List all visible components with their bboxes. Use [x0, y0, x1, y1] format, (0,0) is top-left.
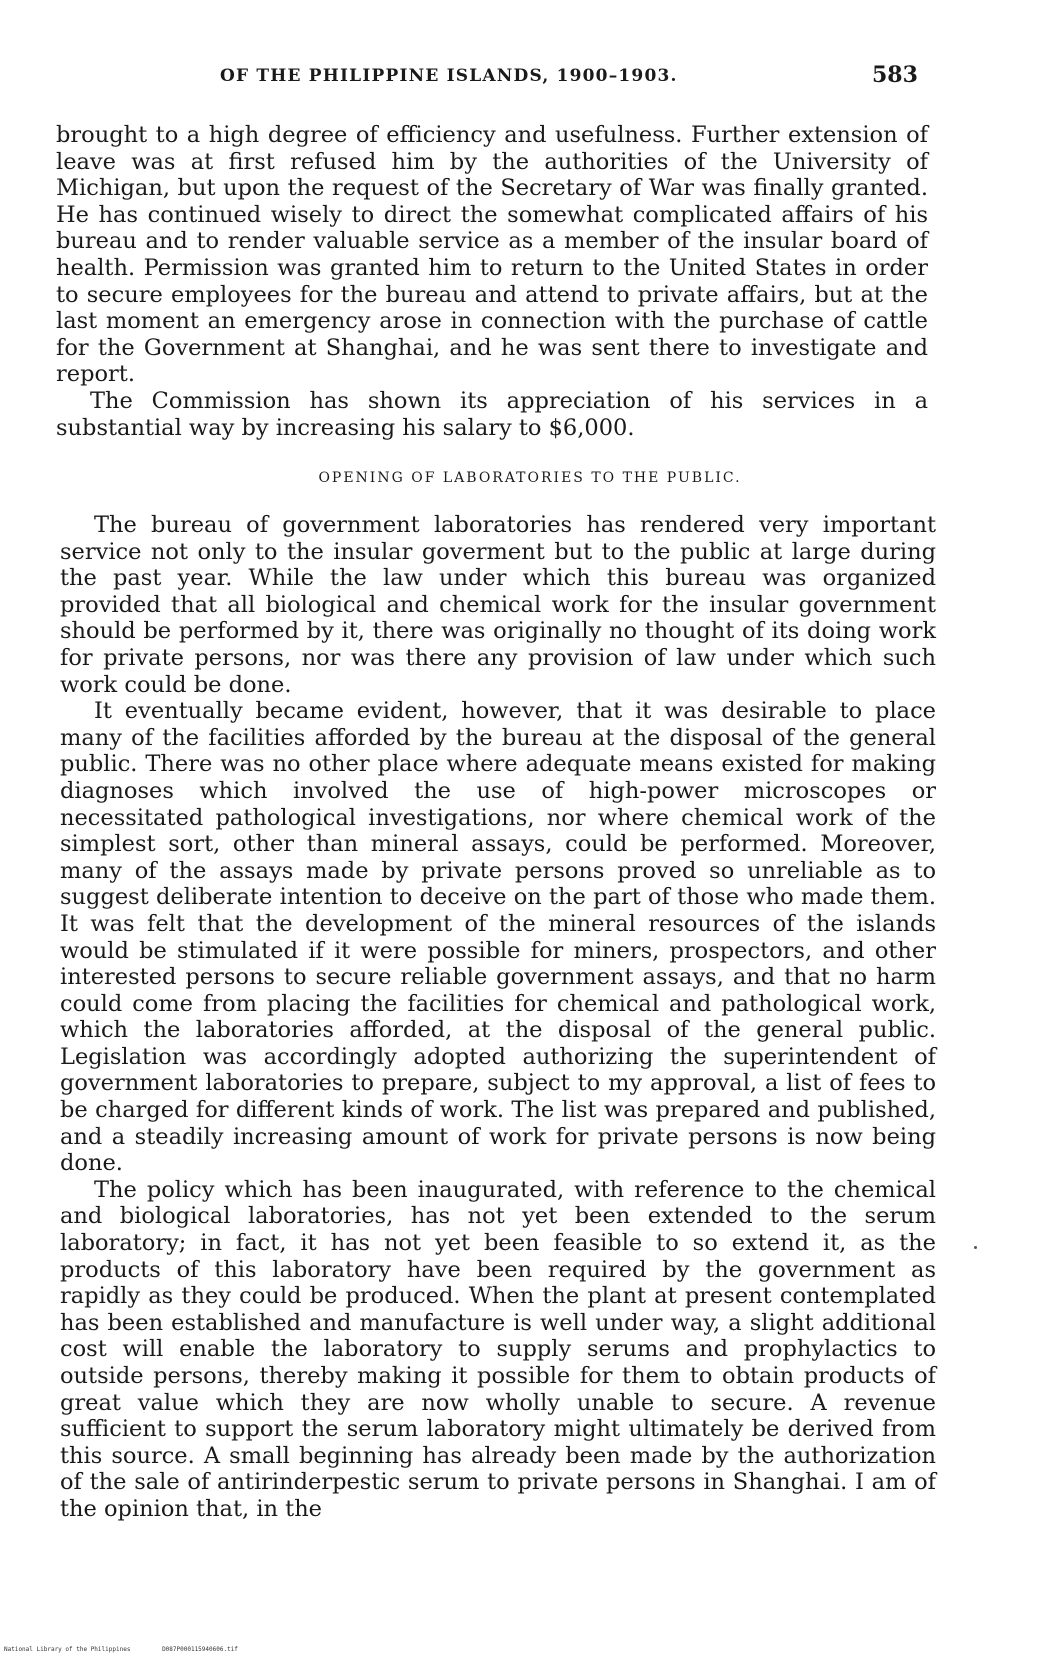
- paragraph: It eventually became evident, however, that it was desirable to place many of the facilities afforded by the bureau at the disposal of the general public. There was no other place where adequate means existed for making diagnoses which involved the use of high-power microscopes or necessitated pathological investigations, nor where chemical work of the simplest sort, other than mineral assays, could be performed. Moreover, many of the assays made by private persons proved so unreliable as to suggest deliberate intention to deceive on the part of those who made them. It was felt that the development of the mineral resources of the islands would be stimulated if it were possible for miners, prospectors, and other interested persons to secure reliable government assays, and that no harm could come from placing the facilities for chemical and pathological work, which the laboratories afforded, at the disposal of the general public. Legislation was accordingly adopted authorizing the superintendent of government laboratories to prepare, subject to my approval, a list of fees to be charged for different kinds of work. The list was prepared and published, and a steadily increasing amount of work for private persons is now being done.: [60, 698, 936, 1177]
- section-heading: OPENING OF LABORATORIES TO THE PUBLIC.: [318, 470, 742, 486]
- paragraph: The Commission has shown its appreciation of his services in a substantial way by increasing his salary to $6,000.: [56, 387, 928, 441]
- paragraph: The bureau of government laboratories has rendered very important service not only to the insular goverment but to the public at large during the past year. While the law under which this bureau was organized provided that all biological and chemical work for the insular government should be performed by it, there was originally no thought of its doing work for private persons, nor was there any provision of law under which such work could be done.: [60, 512, 936, 698]
- page-number: 583: [872, 62, 918, 88]
- body-text-section: [60, 512, 936, 1523]
- scan-footer: [4, 1646, 266, 1653]
- footer-file-id: D087P000115940606.tif: [162, 1646, 238, 1653]
- paragraph-continued: brought to a high degree of efficiency and usefulness. Further extension of leave was at first refused him by the authorities of the University of Michigan, but upon the request of the Secretary of War was finally granted. He has continued wisely to direct the somewhat complicated affairs of his bureau and to render valuable service as a member of the insular board of health. Permission was granted him to return to the United States in order to secure employees for the bureau and attend to private affairs, but at the last moment an emergency arose in connection with the purchase of cattle for the Government at Shanghai, and he was sent there to investigate and report.: [56, 122, 928, 388]
- paragraph: The policy which has been inaugurated, with reference to the chemical and biological laboratories, has not yet been extended to the serum laboratory; in fact, it has not yet been feasible to so extend it, as the products of this laboratory have been required by the government as rapidly as they could be produced. When the plant at present contemplated has been established and manufacture is well under way, a slight additional cost will enable the laboratory to supply serums and prophylactics to outside persons, thereby making it possible for them to obtain products of great value which they are now wholly unable to secure. A revenue sufficient to support the serum laboratory might ultimately be derived from this source. A small beginning has already been made by the authorization of the sale of antirinderpestic serum to private persons in Shanghai. I am of the opinion that, in the: [60, 1176, 936, 1522]
- running-title: OF THE PHILIPPINE ISLANDS, 1900–1903.: [220, 66, 678, 86]
- footer-library: National Library of the Philippines: [4, 1646, 131, 1653]
- scan-speck: [974, 1246, 977, 1249]
- body-text-top: [56, 122, 928, 441]
